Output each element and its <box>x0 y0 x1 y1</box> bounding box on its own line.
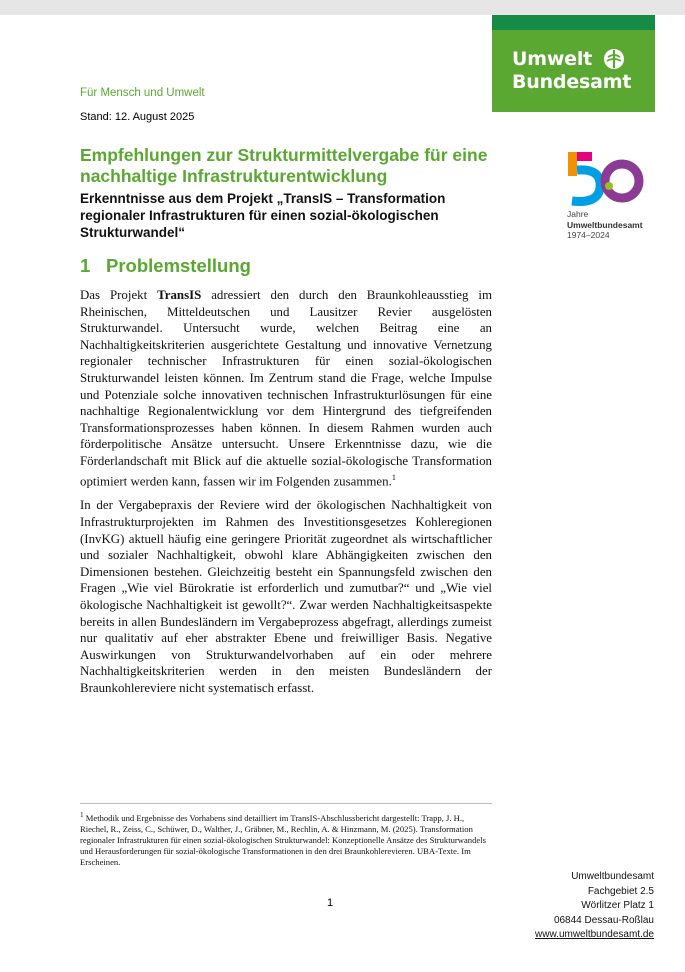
body-text <box>80 287 492 705</box>
footnote-text: Methodik und Ergebnisse des Vorhabens sind detailliert im TransIS-Abschlussbericht dargestellt: Trapp, J. H., Riechel, R., Zeiss, C., Schüwer, D., Walther, J., Gräbner, M., Rechlin, A. & Hinzmann, M. (2025). Transformation regionaler Infrastrukturen für einen sozial-ökologischen Strukturwandel: Konzeptionelle Ansätze des Strukturwandels und Herausforderungen für sozial-ökologische Transformationen in den drei Braunkohlerevieren. UBA-Texte. Im Erscheinen. <box>80 812 486 867</box>
address-city: 06844 Dessau-Roßlau <box>553 914 654 926</box>
address-org: Umweltbundesamt <box>571 871 654 882</box>
address-street: Wörlitzer Platz 1 <box>581 900 654 911</box>
tagline: Für Mensch und Umwelt <box>80 87 205 99</box>
badge-caption-uba: Umweltbundesamt <box>567 219 643 230</box>
footnote-separator <box>80 803 492 804</box>
digit-five <box>568 152 600 201</box>
footnote <box>80 810 492 868</box>
badge-caption-jahre: Jahre <box>567 209 589 219</box>
footnote-ref[interactable]: 1 <box>391 472 396 482</box>
page-number: 1 <box>326 897 334 909</box>
digit-zero <box>605 164 639 198</box>
paragraph-1-start: Das Projekt <box>80 288 158 302</box>
tree-icon <box>603 48 625 70</box>
paragraph-2: In der Vergabepraxis der Reviere wird der ökologischen Nachhaltigkeit von Infrastrukturprojekten im Rahmen des Investitionsgesetzes Kohleregionen (InvKG) aktuell häufig eine geringere Priorität zugeordnet als wirtschaftlicher und sozialer Nachhaltigkeit, obwohl klare Abhängigkeiten zwischen den Dimensionen bestehen. Gleichzeitig besteht ein Spannungsfeld zwischen den Fragen „Wie viel Bürokratie ist erforderlich und zumutbar?“ und „Wie viel ökologische Nachhaltigkeit ist gewollt?“. Zwar werden Nachhaltigkeitsaspekte bereits in allen Bundesländern im Vergabeprozess abgefragt, allerdings zumeist nur qualitativ auf eher abstrakter Ebene und freiwilliger Basis. Negative Auswirkungen von Strukturwandelvorhaben auf ein oder mehrere Nachhaltigkeitskriterien werden in den meisten Bundesländern der Braunkohlereviere nicht systematisch erfasst. <box>80 498 492 695</box>
paragraph-1-text: adressiert den durch den Braunkohleausstieg im Rheinischen, Mitteldeutschen und Lausitzer Revier ausgelösten Strukturwandel. Untersucht wurde, welchen Beitrag eine an Nachhaltigkeitskriterien ausgerichtete Gestaltung und innovative Vernetzung regionaler technischer Infrastrukturen für einen sozial-ökologischen Strukturwandel leisten können. Im Zentrum stand die Frage, welche Impulse und Potenziale solche innovativen technischen Infrastrukturlösungen für eine nachhaltige Regionalentwicklung vor dem Hintergrund des tiefgreifenden Transformationsprozesses haben können. In diesem Rahmen wurden auch förderpolitische Ansätze untersucht. Unsere Erkenntnisse dazu, wie die Förderlandschaft mit Blick auf die aktuelle sozial-ökologische Transformation optimiert werden kann, fassen wir im Folgenden zusammen. <box>80 288 492 488</box>
fifty-years-icon <box>566 148 646 206</box>
date-stand: Stand: 12. August 2025 <box>80 111 195 123</box>
document-page <box>0 15 685 972</box>
badge-caption <box>567 209 677 241</box>
address-block <box>454 870 654 943</box>
logo-text-umwelt: Umwelt <box>512 48 593 70</box>
digit-dot <box>605 182 613 190</box>
section-title: Problemstellung <box>106 255 251 276</box>
logo-text-bundesamt: Bundesamt <box>512 71 632 93</box>
badge-caption-years: 1974–2024 <box>567 230 610 240</box>
address-department: Fachgebiet 2.5 <box>587 885 654 897</box>
uba-logo[interactable] <box>492 15 655 112</box>
section-heading <box>80 255 251 277</box>
project-name: TransIS <box>157 288 202 302</box>
page-title: Empfehlungen zur Strukturmittelvergabe für eine nachhaltige Infrastrukturentwicklung <box>80 145 488 186</box>
paragraph-1 <box>80 287 492 489</box>
page-subtitle: Erkenntnisse aus dem Projekt „TransIS – Transformation regionaler Infrastrukturen für einen sozial-ökologischen Strukturwandel“ <box>80 191 446 240</box>
section-number: 1 <box>80 255 91 276</box>
website-link[interactable]: www.umweltbundesamt.de <box>535 929 654 940</box>
footnote-mark: 1 <box>80 811 84 819</box>
